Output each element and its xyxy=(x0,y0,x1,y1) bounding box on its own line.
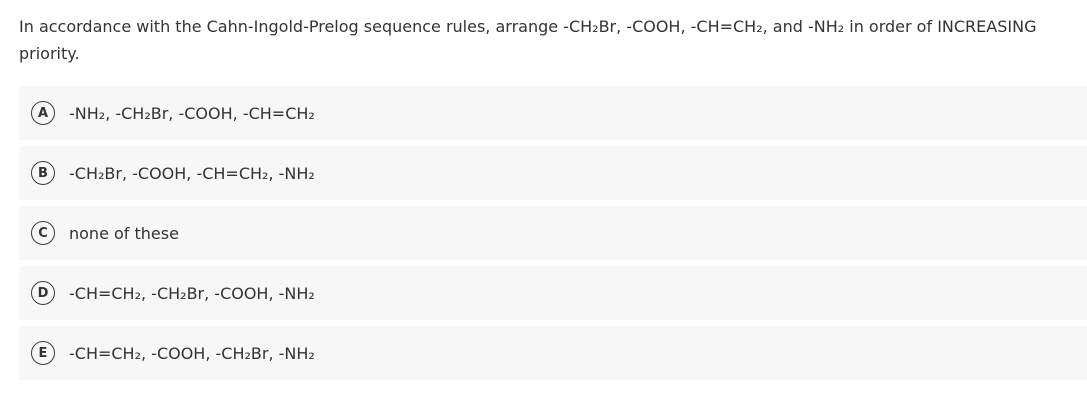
option-text-a: -NH₂, -CH₂Br, -COOH, -CH=CH₂ xyxy=(69,103,315,123)
option-e[interactable] xyxy=(19,326,1087,380)
option-letter-a: A xyxy=(31,101,55,125)
option-text-e: -CH=CH₂, -COOH, -CH₂Br, -NH₂ xyxy=(69,343,315,363)
option-text-b: -CH₂Br, -COOH, -CH=CH₂, -NH₂ xyxy=(69,163,315,183)
option-b[interactable] xyxy=(19,146,1087,200)
option-letter-d: D xyxy=(31,281,55,305)
option-d[interactable] xyxy=(19,266,1087,320)
option-text-d: -CH=CH₂, -CH₂Br, -COOH, -NH₂ xyxy=(69,283,315,303)
option-letter-b: B xyxy=(31,161,55,185)
option-text-c: none of these xyxy=(69,223,179,243)
question-text: In accordance with the Cahn-Ingold-Prelog sequence rules, arrange -CH₂Br, -COOH, -CH=CH₂, and -NH₂ in order of INCREASING priority. xyxy=(19,17,1037,63)
option-letter-e: E xyxy=(31,341,55,365)
option-a[interactable] xyxy=(19,86,1087,140)
option-c[interactable] xyxy=(19,206,1087,260)
option-letter-c: C xyxy=(31,221,55,245)
answer-options xyxy=(19,86,1087,386)
